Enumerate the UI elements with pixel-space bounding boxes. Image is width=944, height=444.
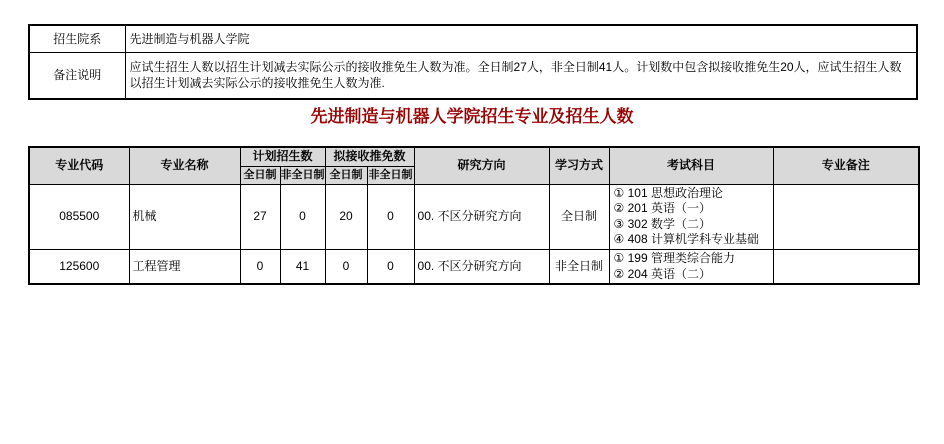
header-exempt-fulltime: 全日制 <box>325 166 367 184</box>
cell-exam-subjects <box>609 184 773 249</box>
header-plan-parttime: 非全日制 <box>280 166 325 184</box>
info-value-department: 先进制造与机器人学院 <box>125 25 917 52</box>
cell-plan-fulltime: 0 <box>240 249 280 284</box>
cell-major-code: 085500 <box>29 184 129 249</box>
admissions-table <box>28 146 920 285</box>
cell-exempt-parttime: 0 <box>367 184 414 249</box>
exam-subject-line: ② 204 英语（二） <box>613 266 711 281</box>
info-row-department <box>29 25 917 52</box>
cell-study-mode: 非全日制 <box>549 249 609 284</box>
header-row-1 <box>29 147 919 166</box>
table-row-125600 <box>29 249 919 284</box>
exam-subject-line: ① 199 管理类综合能力 <box>613 250 735 265</box>
cell-major-remark <box>773 249 919 284</box>
header-exam-subjects: 考试科目 <box>609 147 773 184</box>
header-research-direction: 研究方向 <box>414 147 549 184</box>
header-recommended-exempt-group: 拟接收推免数 <box>325 147 414 166</box>
header-major-name: 专业名称 <box>129 147 240 184</box>
exam-subject-line: ④ 408 计算机学科专业基础 <box>613 232 759 247</box>
header-major-remark: 专业备注 <box>773 147 919 184</box>
cell-exempt-parttime: 0 <box>367 249 414 284</box>
header-plan-fulltime: 全日制 <box>240 166 280 184</box>
cell-research-direction: 00. 不区分研究方向 <box>414 249 549 284</box>
cell-research-direction: 00. 不区分研究方向 <box>414 184 549 249</box>
header-study-mode: 学习方式 <box>549 147 609 184</box>
header-major-code: 专业代码 <box>29 147 129 184</box>
info-table <box>28 24 918 100</box>
info-label-remarks: 备注说明 <box>29 52 125 99</box>
header-planned-enrollment-group: 计划招生数 <box>240 147 325 166</box>
cell-exempt-fulltime: 0 <box>325 249 367 284</box>
page-title: 先进制造与机器人学院招生专业及招生人数 <box>310 107 634 126</box>
cell-major-name: 机械 <box>129 184 240 249</box>
cell-major-name: 工程管理 <box>129 249 240 284</box>
cell-plan-parttime: 0 <box>280 184 325 249</box>
cell-plan-parttime: 41 <box>280 249 325 284</box>
cell-plan-fulltime: 27 <box>240 184 280 249</box>
exam-subject-line: ① 101 思想政治理论 <box>613 185 723 200</box>
exam-subject-line: ② 201 英语（一） <box>613 201 711 216</box>
header-exempt-parttime: 非全日制 <box>367 166 414 184</box>
exam-subject-line: ③ 302 数学（二） <box>613 216 711 231</box>
cell-study-mode: 全日制 <box>549 184 609 249</box>
cell-major-code: 125600 <box>29 249 129 284</box>
cell-exempt-fulltime: 20 <box>325 184 367 249</box>
info-value-remarks: 应试生招生人数以招生计划减去实际公示的接收推免生人数为准。全日制27人，非全日制41人。计划数中包含拟接收推免生20人，应试生招生人数以招生计划减去实际公示的接收推免生人数为准. <box>125 52 917 99</box>
table-row-085500 <box>29 184 919 249</box>
cell-exam-subjects <box>609 249 773 284</box>
info-row-remarks <box>29 52 917 99</box>
info-label-department: 招生院系 <box>29 25 125 52</box>
cell-major-remark <box>773 184 919 249</box>
